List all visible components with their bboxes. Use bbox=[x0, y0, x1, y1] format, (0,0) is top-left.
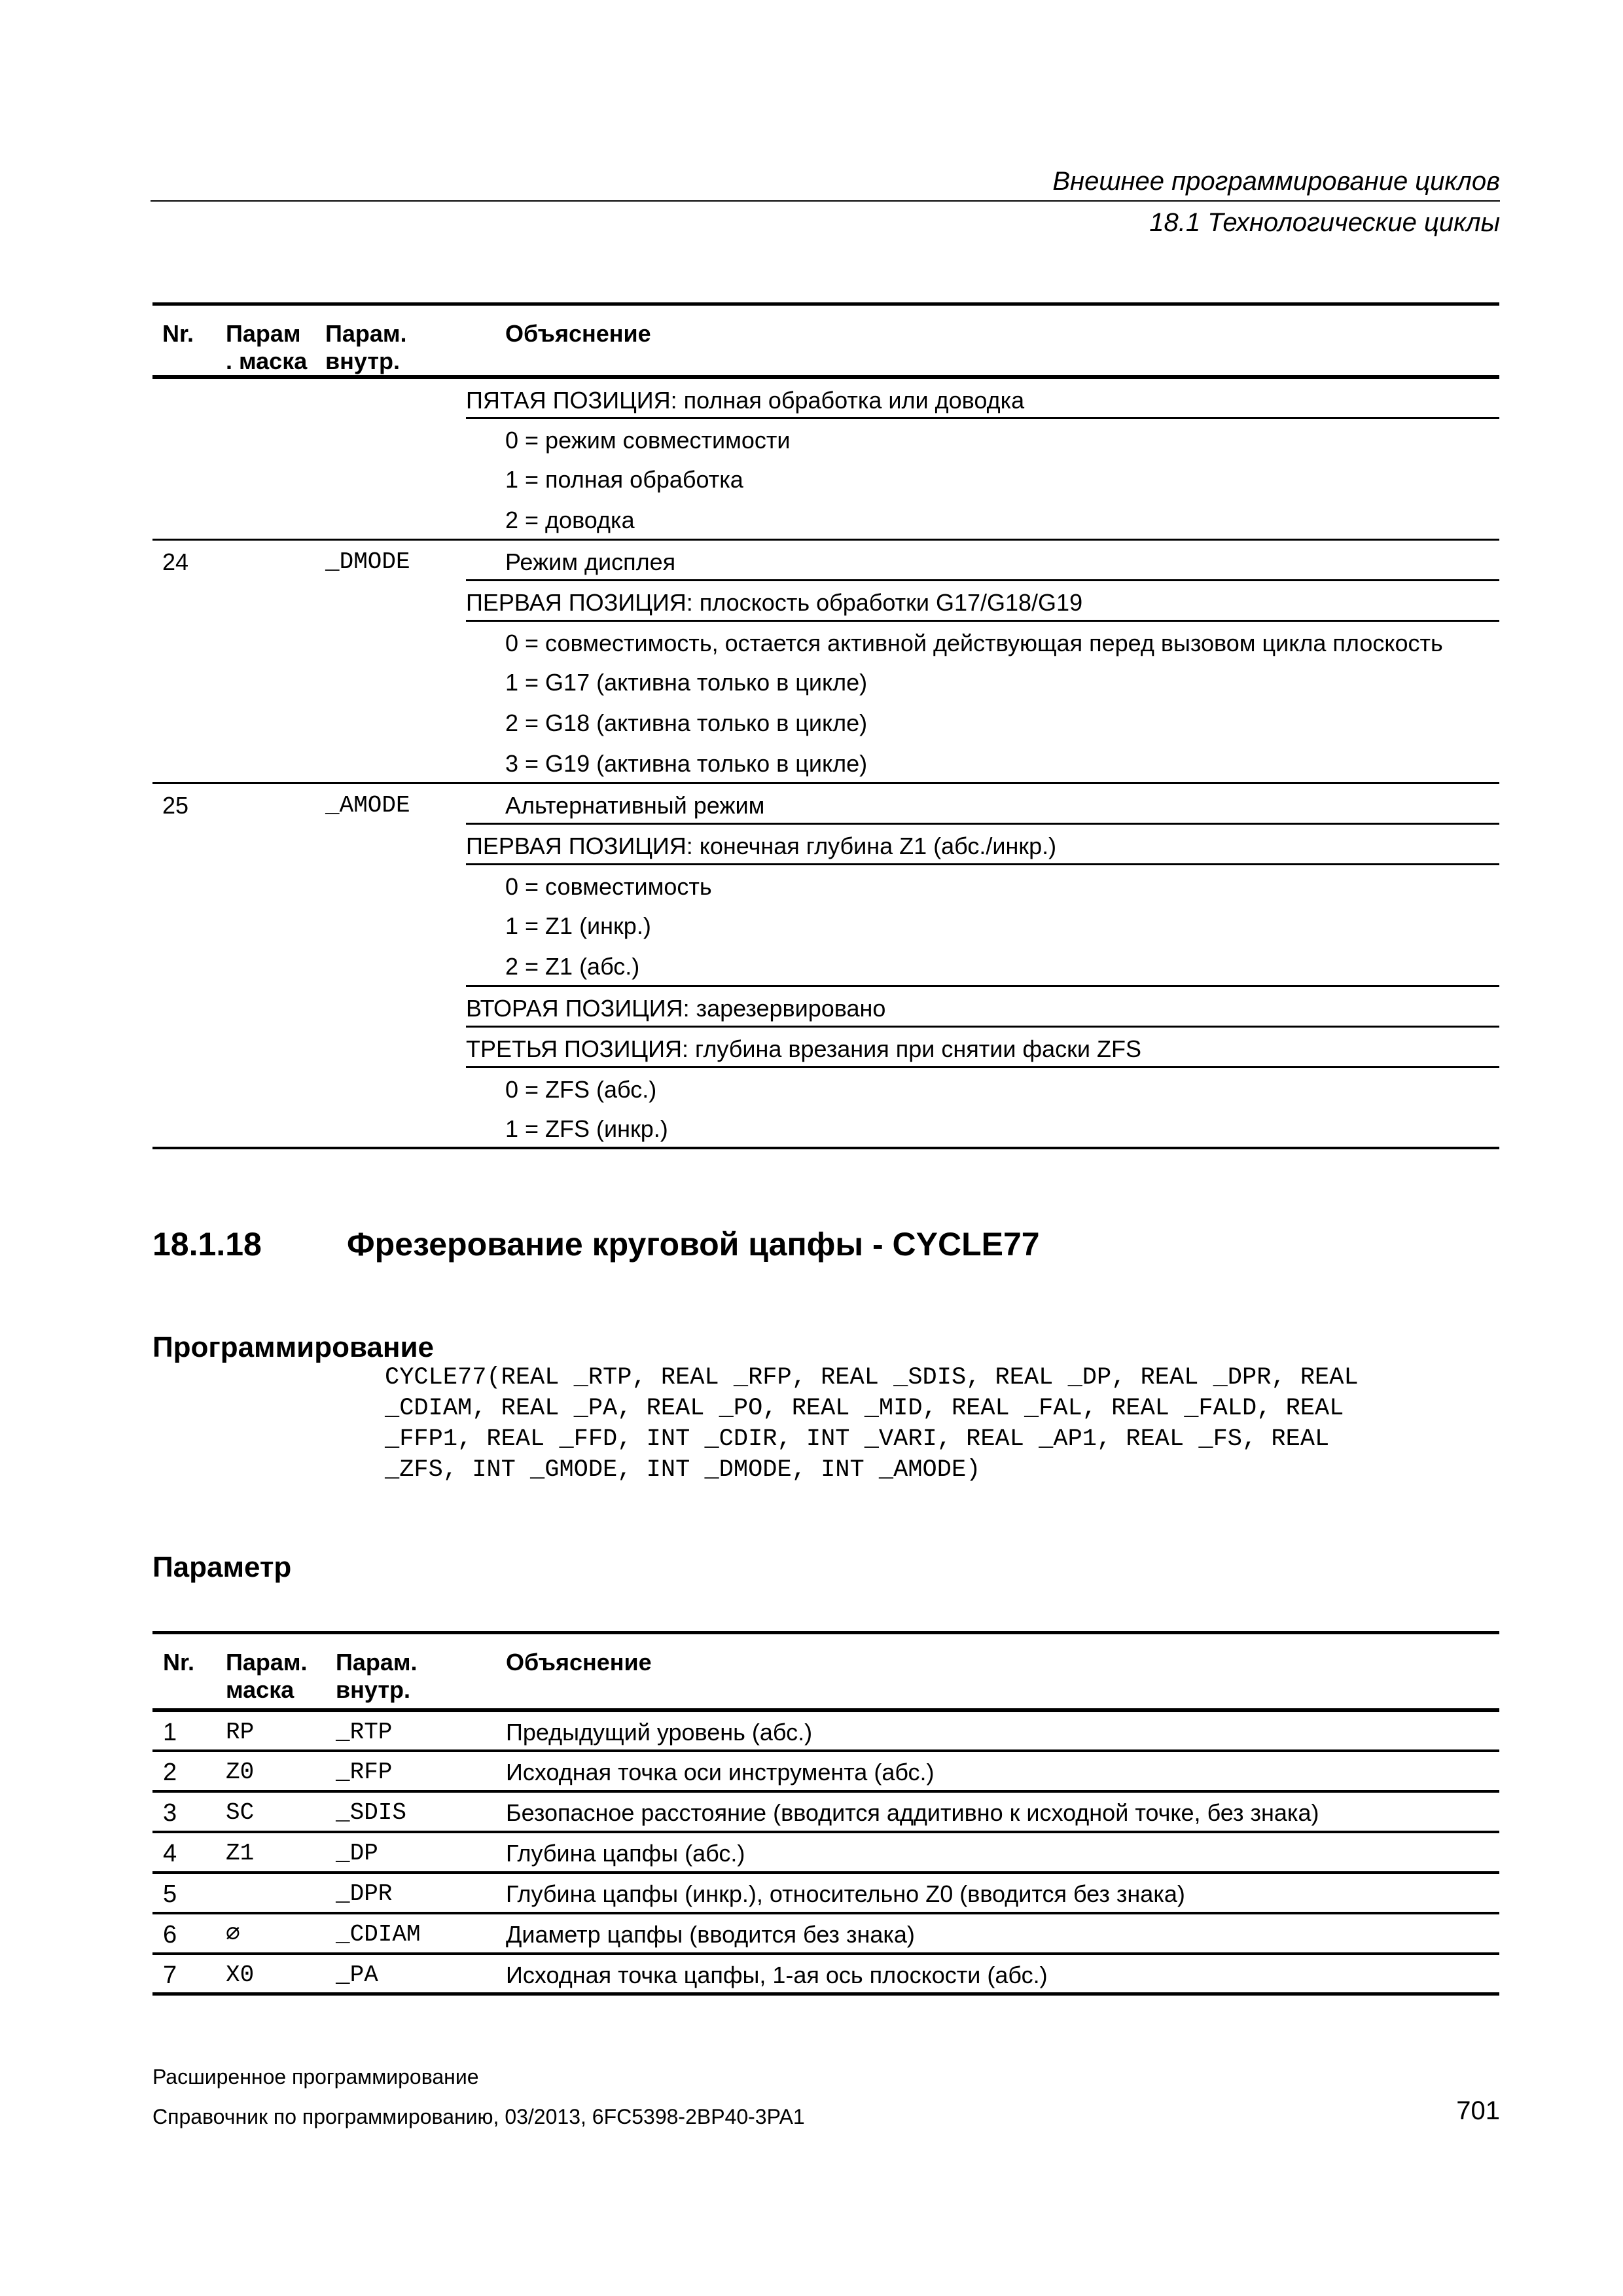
cell-explanation: Глубина цапфы (абс.) bbox=[506, 1832, 1499, 1873]
table-header-row bbox=[152, 1633, 1499, 1710]
cell-mask bbox=[226, 742, 325, 783]
header-rule bbox=[151, 200, 1500, 202]
cell-mask bbox=[226, 1107, 325, 1148]
cell-explanation: 1 = полная обработка bbox=[505, 466, 743, 493]
cell-explanation: 1 = Z1 (инкр.) bbox=[505, 912, 651, 939]
cell-explanation: ВТОРАЯ ПОЗИЦИЯ: зарезервировано bbox=[466, 986, 1499, 1026]
table-row bbox=[152, 1710, 1499, 1751]
cell-mask bbox=[226, 499, 325, 539]
cell-mask bbox=[226, 1026, 325, 1067]
table-row bbox=[152, 986, 1499, 1026]
cell-intern bbox=[325, 945, 466, 986]
cell-mask bbox=[226, 418, 325, 458]
table-row bbox=[152, 1751, 1499, 1791]
cell-intern bbox=[325, 499, 466, 539]
cell-mask: Z0 bbox=[226, 1751, 336, 1791]
cell-explanation: Исходная точка цапфы, 1-ая ось плоскости (абс.) bbox=[506, 1961, 1048, 1988]
cell-intern bbox=[325, 1107, 466, 1148]
header-explanation: Объяснение bbox=[505, 304, 1499, 378]
cell-explanation: 3 = G19 (активна только в цикле) bbox=[505, 750, 868, 777]
cell-nr bbox=[152, 499, 226, 539]
header-mask: Парам . маска bbox=[226, 304, 325, 378]
cell-explanation: Альтернативный режим bbox=[505, 783, 1499, 823]
cell-intern: _RFP bbox=[336, 1751, 506, 1791]
table-row bbox=[152, 1873, 1499, 1913]
code-line: _ZFS, INT _GMODE, INT _DMODE, INT _AMODE) bbox=[385, 1456, 981, 1484]
cell-intern: _SDIS bbox=[336, 1791, 506, 1832]
table-row bbox=[152, 783, 1499, 823]
cell-intern bbox=[325, 1067, 466, 1107]
cell-mask bbox=[226, 823, 325, 864]
table-row bbox=[152, 539, 1499, 580]
table-row bbox=[152, 1954, 1499, 1994]
table-row bbox=[152, 1832, 1499, 1873]
table-row bbox=[152, 377, 1499, 418]
cell-intern bbox=[325, 986, 466, 1026]
cell-intern bbox=[325, 418, 466, 458]
section-title: Фрезерование круговой цапфы - CYCLE77 bbox=[347, 1226, 1040, 1263]
cell-intern: _DP bbox=[336, 1832, 506, 1873]
cell-explanation: 2 = G18 (активна только в цикле) bbox=[505, 709, 868, 736]
header-nr: Nr. bbox=[152, 1633, 226, 1710]
cell-explanation: Предыдущий уровень (абс.) bbox=[506, 1710, 1499, 1751]
table-row bbox=[152, 905, 1499, 945]
cell-nr bbox=[152, 702, 226, 742]
cell-intern bbox=[325, 742, 466, 783]
cell-explanation: 1 = G17 (активна только в цикле) bbox=[505, 669, 868, 696]
running-header-section: 18.1 Технологические циклы bbox=[1149, 208, 1500, 237]
table-row bbox=[152, 702, 1499, 742]
cell-mask: RP bbox=[226, 1710, 336, 1751]
cell-nr bbox=[152, 1026, 226, 1067]
cell-intern bbox=[325, 620, 466, 661]
header-intern: Парам. внутр. bbox=[336, 1633, 506, 1710]
code-line: _CDIAM, REAL _PA, REAL _PO, REAL _MID, REAL _FAL, REAL _FALD, REAL bbox=[385, 1395, 1344, 1422]
cell-mask: SC bbox=[226, 1791, 336, 1832]
cell-mask bbox=[226, 580, 325, 620]
cell-nr bbox=[152, 864, 226, 905]
cell-nr bbox=[152, 620, 226, 661]
cell-nr bbox=[152, 905, 226, 945]
cell-nr: 7 bbox=[163, 1961, 177, 1989]
cell-nr: 5 bbox=[152, 1873, 226, 1913]
cell-nr bbox=[152, 418, 226, 458]
cell-mask bbox=[226, 702, 325, 742]
cell-mask bbox=[226, 905, 325, 945]
header-explanation: Объяснение bbox=[506, 1633, 1499, 1710]
cell-explanation: 0 = совместимость, остается активной действующая перед вызовом цикла плоскость bbox=[505, 620, 1499, 661]
cell-intern bbox=[325, 864, 466, 905]
cell-mask bbox=[226, 661, 325, 702]
table-row bbox=[152, 458, 1499, 499]
table-header-row bbox=[152, 304, 1499, 378]
table-row bbox=[152, 661, 1499, 702]
cell-mask bbox=[226, 986, 325, 1026]
cell-explanation: 0 = совместимость bbox=[505, 864, 1499, 905]
cell-mask bbox=[226, 783, 325, 823]
cell-explanation: ПЕРВАЯ ПОЗИЦИЯ: конечная глубина Z1 (абс./инкр.) bbox=[466, 823, 1499, 864]
parameter-table-continued bbox=[152, 302, 1499, 1149]
cell-nr bbox=[152, 1067, 226, 1107]
cell-intern bbox=[325, 823, 466, 864]
cell-explanation: ПЯТАЯ ПОЗИЦИЯ: полная обработка или доводка bbox=[466, 387, 1025, 414]
cell-mask bbox=[226, 377, 325, 418]
cell-intern bbox=[325, 458, 466, 499]
cell-nr: 4 bbox=[152, 1832, 226, 1873]
cell-intern: _PA bbox=[336, 1961, 378, 1988]
cell-intern bbox=[325, 661, 466, 702]
cell-intern: _RTP bbox=[336, 1710, 506, 1751]
cell-mask: X0 bbox=[226, 1961, 255, 1988]
running-header-chapter: Внешнее программирование циклов bbox=[1052, 167, 1500, 196]
cell-nr bbox=[152, 986, 226, 1026]
cell-mask bbox=[226, 539, 325, 580]
table-row bbox=[152, 1107, 1499, 1148]
cell-mask bbox=[226, 1873, 336, 1913]
cell-nr: 6 bbox=[152, 1913, 226, 1954]
footer-book-title: Расширенное программирование bbox=[152, 2065, 479, 2089]
section-number: 18.1.18 bbox=[152, 1226, 262, 1263]
cell-explanation: Исходная точка оси инструмента (абс.) bbox=[506, 1751, 1499, 1791]
table-row bbox=[152, 1791, 1499, 1832]
code-line: _FFP1, REAL _FFD, INT _CDIR, INT _VARI, REAL _AP1, REAL _FS, REAL bbox=[385, 1426, 1330, 1453]
cell-intern bbox=[325, 377, 466, 418]
cell-nr bbox=[152, 580, 226, 620]
cell-intern: _DPR bbox=[336, 1873, 506, 1913]
cell-explanation: Диаметр цапфы (вводится без знака) bbox=[506, 1913, 1499, 1954]
cell-nr: 25 bbox=[152, 783, 226, 823]
cell-mask bbox=[226, 945, 325, 986]
cell-nr bbox=[152, 823, 226, 864]
cell-nr: 3 bbox=[152, 1791, 226, 1832]
table-row bbox=[152, 823, 1499, 864]
table-row bbox=[152, 499, 1499, 539]
code-block bbox=[385, 1363, 1497, 1486]
table-row bbox=[152, 742, 1499, 783]
cell-nr: 2 bbox=[152, 1751, 226, 1791]
table-row bbox=[152, 1913, 1499, 1954]
cell-explanation: Режим дисплея bbox=[505, 539, 1499, 580]
cell-nr bbox=[152, 458, 226, 499]
cell-mask bbox=[226, 864, 325, 905]
footer-manual-info: Справочник по программированию, 03/2013, 6FC5398-2BP40-3PA1 bbox=[152, 2105, 805, 2128]
cell-intern bbox=[325, 1026, 466, 1067]
cell-mask bbox=[226, 620, 325, 661]
cell-mask: Z1 bbox=[226, 1832, 336, 1873]
cell-intern bbox=[325, 580, 466, 620]
table-row bbox=[152, 1067, 1499, 1107]
table-row bbox=[152, 945, 1499, 986]
cell-intern bbox=[325, 905, 466, 945]
cell-intern: _CDIAM bbox=[336, 1913, 506, 1954]
cell-nr bbox=[152, 742, 226, 783]
table-row bbox=[152, 864, 1499, 905]
cell-mask bbox=[226, 1067, 325, 1107]
cell-nr bbox=[152, 661, 226, 702]
cell-explanation: ТРЕТЬЯ ПОЗИЦИЯ: глубина врезания при снятии фаски ZFS bbox=[466, 1026, 1499, 1067]
cell-nr bbox=[152, 1107, 226, 1148]
programming-heading: Программирование bbox=[152, 1331, 434, 1363]
cell-explanation: 0 = ZFS (абс.) bbox=[505, 1067, 1499, 1107]
parameters-heading: Параметр bbox=[152, 1551, 292, 1583]
header-nr: Nr. bbox=[152, 304, 226, 378]
cell-nr bbox=[152, 945, 226, 986]
cell-intern bbox=[325, 702, 466, 742]
cell-explanation: 1 = ZFS (инкр.) bbox=[505, 1115, 668, 1142]
table-row bbox=[152, 1026, 1499, 1067]
parameter-table bbox=[152, 1631, 1499, 1996]
cell-explanation: 2 = доводка bbox=[505, 507, 635, 533]
cell-mask: ∅ bbox=[226, 1913, 336, 1954]
cell-nr bbox=[152, 377, 226, 418]
code-line: CYCLE77(REAL _RTP, REAL _RFP, REAL _SDIS, REAL _DP, REAL _DPR, REAL bbox=[385, 1364, 1359, 1391]
page-number: 701 bbox=[1456, 2096, 1500, 2125]
cell-explanation: Глубина цапфы (инкр.), относительно Z0 (вводится без знака) bbox=[506, 1873, 1499, 1913]
cell-intern: _AMODE bbox=[325, 783, 466, 823]
cell-explanation: ПЕРВАЯ ПОЗИЦИЯ: плоскость обработки G17/G18/G19 bbox=[466, 580, 1499, 620]
cell-mask bbox=[226, 458, 325, 499]
cell-intern: _DMODE bbox=[325, 539, 466, 580]
cell-nr: 1 bbox=[152, 1710, 226, 1751]
cell-explanation: 2 = Z1 (абс.) bbox=[505, 953, 640, 980]
cell-explanation: Безопасное расстояние (вводится аддитивно к исходной точке, без знака) bbox=[506, 1791, 1499, 1832]
cell-nr: 24 bbox=[152, 539, 226, 580]
header-mask: Парам. маска bbox=[226, 1633, 336, 1710]
table-row bbox=[152, 620, 1499, 661]
table-row bbox=[152, 580, 1499, 620]
table-row bbox=[152, 418, 1499, 458]
cell-explanation: 0 = режим совместимости bbox=[505, 418, 1499, 458]
header-intern: Парам. внутр. bbox=[325, 304, 466, 378]
